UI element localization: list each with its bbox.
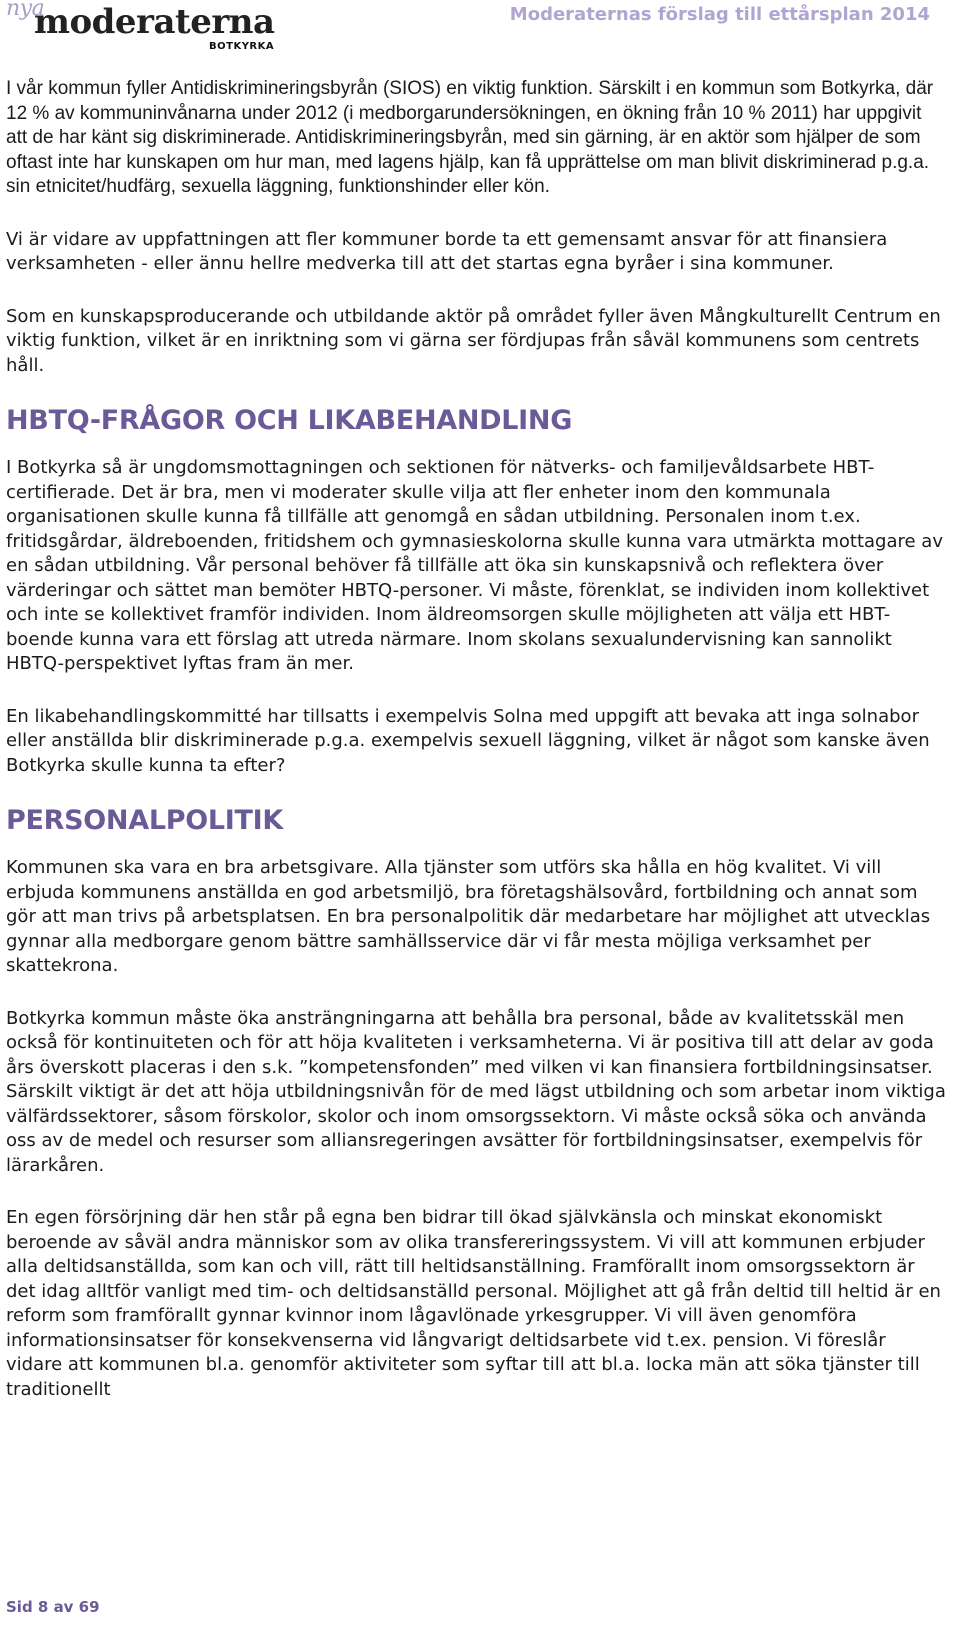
logo-wordmark: moderaterna <box>34 2 275 42</box>
document-body <box>6 77 946 1402</box>
page-header <box>0 0 960 60</box>
logo-subtitle: BOTKYRKA <box>209 41 275 52</box>
paragraph-kompetens: Botkyrka kommun måste öka ansträngningarna att behålla bra personal, både av kvalitetsskäl men också för kontinuiteten och för att höja kvaliteten i verksamheterna. Vi är positiva till att delar av goda års överskott placeras i den s.k. ”kompetensfonden” med vilken vi kan finansiera fortbildningsinsatser. Särskilt viktigt är det att höja utbildningsnivån för de med lägst utbildning och som arbetar inom viktiga välfärdssektorer, såsom förskolor, skolor och inom omsorgssektorn. Vi måste också söka och använda oss av de medel och resurser som alliansregeringen avsätter för fortbildningsinsatser, exempelvis för lärarkåren. <box>6 1007 946 1176</box>
moderaterna-logo <box>4 0 274 58</box>
paragraph-sios: I vår kommun fyller Antidiskrimineringsbyrån (SIOS) en viktig funktion. Särskilt i en kommun som Botkyrka, där 12 % av kommuninvånarna under 2012 (i medborgarundersökningen, en ökning från 10 % 2011) har uppgivit att de har känt sig diskriminerade. Antidiskrimineringsbyrån, med sin gärning, är en aktör som hjälper de som oftast inte har kunskapen om hur man, med lagens hjälp, kan få upprättelse om man blivit diskriminerad p.g.a. sin etnicitet/hudfärg, sexuella läggning, funktionshinder eller kön. <box>6 78 934 197</box>
paragraph-likabehandling: En likabehandlingskommitté har tillsatts i exempelvis Solna med uppgift att bevaka att inga solnabor eller anställda blir diskriminerade p.g.a. exempelvis sexuell läggning, vilket är något som kanske även Botkyrka skulle kunna ta efter? <box>6 705 930 776</box>
document-title: Moderaternas förslag till ettårsplan 2014 <box>509 4 930 25</box>
paragraph-mangkulturellt: Som en kunskapsproducerande och utbildande aktör på området fyller även Mångkulturellt Centrum en viktig funktion, vilket är en inriktning som vi gärna ser fördjupas från såväl kommunens som centrets håll. <box>6 305 941 376</box>
paragraph-arbetsgivare: Kommunen ska vara en bra arbetsgivare. Alla tjänster som utförs ska hålla en hög kvalitet. Vi vill erbjuda kommunens anställda en god arbetsmiljö, bra företagshälsovård, fortbildning och annat som gör att man trivs på arbetsplatsen. En bra personalpolitik där medarbetare har möjlighet att utvecklas gynnar alla medborgare genom bättre samhällsservice där vi får mesta möjliga verksamhet per skattekrona. <box>6 857 931 976</box>
logo-script-text: nya <box>6 0 45 21</box>
page-number: Sid 8 av 69 <box>6 1598 100 1616</box>
paragraph-heltid: En egen försörjning där hen står på egna ben bidrar till ökad självkänsla och minskat ekonomiskt beroende av såväl andra människor som av olika transfereringssystem. Vi vill att kommunen erbjuder alla deltidsanställda, som kan och vill, rätt till heltidsanställning. Framförallt inom omsorgssektorn är det idag alltför vanligt med tim- och deltidsanställd personal. Möjlighet att gå från deltid till heltid är en reform som framförallt gynnar kvinnor inom lågavlönade yrkesgrupper. Vi vill även genomföra informationsinsatser för konsekvenserna vid långvarigt deltidsarbete vid t.ex. pension. Vi föreslår vidare att kommunen bl.a. genomför aktiviteter som syftar till att bl.a. locka män att söka tjänster till traditionellt <box>6 1207 941 1400</box>
heading-personalpolitik: PERSONALPOLITIK <box>6 805 283 836</box>
paragraph-hbtq: I Botkyrka så är ungdomsmottagningen och sektionen för nätverks- och familjevåldsarbete HBT-certifierade. Det är bra, men vi moderater skulle vilja att fler enheter inom den kommunala organisationen skulle kunna få tillfälle att genomgå en sådan utbildning. Personalen inom t.ex. fritidsgårdar, äldreboenden, fritidshem och gymnasieskolorna skulle kunna vara utmärkta mottagare av en sådan utbildning. Vår personal behöver få tillfälle att öka sin kunskapsnivå och reflektera över värderingar och sättet man bemöter HBTQ-personer. Vi måste, förenklat, se individen inom kollektivet och inte se kollektivet framför individen. Inom äldreomsorgen skulle möjligheten att välja ett HBT-boende kunna vara ett förslag att utreda närmare. Inom skolans sexualundervisning kan sannolikt HBTQ-perspektivet lyftas fram än mer. <box>6 457 943 674</box>
paragraph-financing: Vi är vidare av uppfattningen att fler kommuner borde ta ett gemensamt ansvar för att finansiera verksamheten - eller ännu hellre medverka till att det startas egna byråer i sina kommuner. <box>6 228 888 274</box>
heading-hbtq: HBTQ-FRÅGOR OCH LIKABEHANDLING <box>6 405 573 436</box>
